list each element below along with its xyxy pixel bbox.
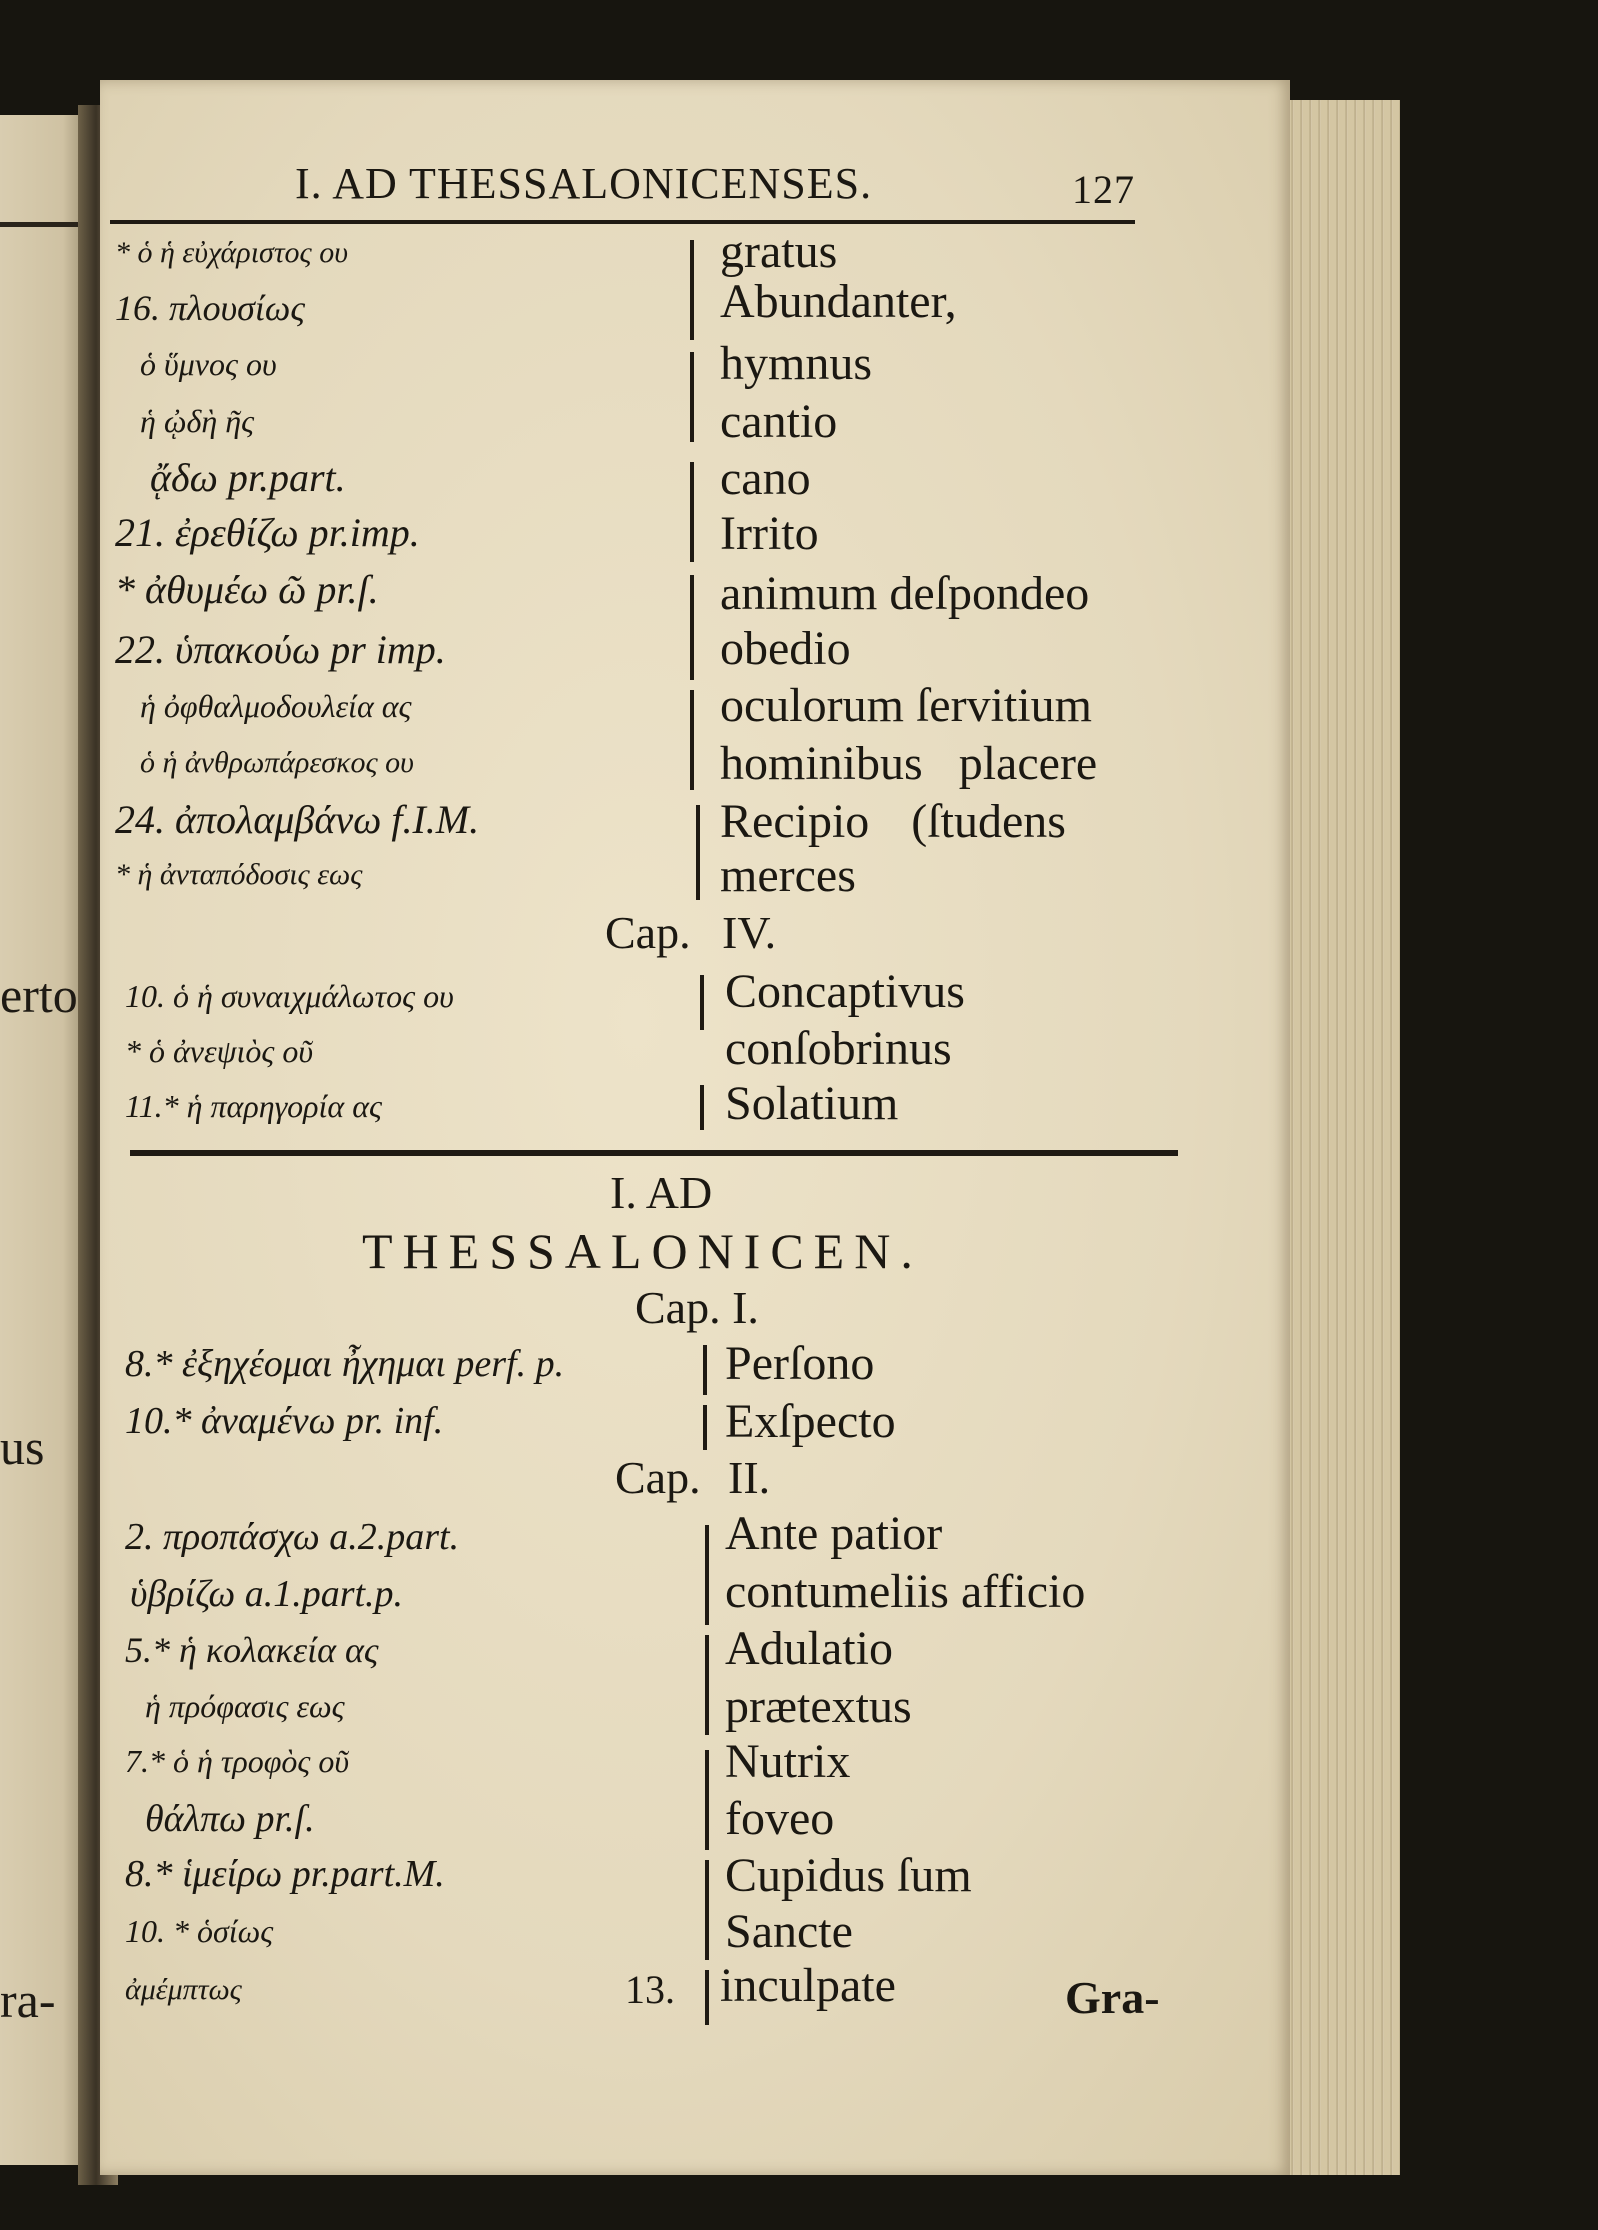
greek-term: * ὁ ἀνεψιὸς οῦ (125, 1033, 314, 1069)
column-divider (700, 1085, 704, 1130)
greek-term: 8.* ἐξηχέομαι ἦχημαι perf. p. (125, 1343, 565, 1385)
latin-gloss: obedio (720, 622, 851, 675)
latin-gloss: Nutrix (725, 1735, 851, 1788)
greek-term: ἡ ᾠδὴ ῆς (140, 403, 255, 439)
greek-term: θάλπω pr.ſ. (145, 1798, 315, 1840)
greek-term: 7.* ὁ ἡ τροφὸς οῦ (125, 1743, 350, 1779)
greek-term: 10. * ὁσίως (125, 1913, 274, 1949)
greek-term: 10.* ἀναμένω pr. inf. (125, 1400, 444, 1442)
greek-term: ἀμέμπτως (125, 1973, 242, 2006)
latin-gloss: merces (720, 849, 856, 902)
column-divider (705, 1860, 709, 1960)
header-rule (110, 220, 1135, 224)
running-head-title: I. AD THESSALONICENSES. (295, 159, 873, 208)
greek-term: ὑβρίζω a.1.part.p. (130, 1573, 404, 1615)
column-divider (705, 1525, 709, 1625)
chapter-label: Cap. (605, 907, 691, 958)
latin-gloss: gratus (720, 225, 838, 278)
latin-gloss: Recipio (ſtudens (720, 795, 1066, 848)
column-divider (703, 1345, 707, 1395)
latin-gloss: hymnus (720, 337, 873, 390)
latin-gloss: animum deſpondeo (720, 567, 1090, 620)
left-page-fragment: ra- (0, 1972, 56, 2028)
greek-term: 22. ὑπακούω pr imp. (115, 627, 446, 672)
latin-gloss: Irrito (720, 507, 819, 560)
greek-term: 21. ἐρεθίζω pr.imp. (115, 510, 420, 555)
latin-gloss: cano (720, 452, 811, 505)
column-divider (705, 1970, 709, 2025)
column-divider (705, 1750, 709, 1850)
greek-term: 16. πλουσίως (115, 288, 305, 328)
left-facing-page (0, 115, 90, 2165)
latin-gloss: hominibus placere (720, 737, 1098, 790)
latin-gloss: inculpate (720, 1959, 896, 2012)
book-title-line2: THESSALONICEN. (362, 1223, 923, 1279)
latin-gloss: Cupidus ſum (725, 1849, 972, 1902)
column-divider (705, 1635, 709, 1735)
latin-gloss: oculorum ſervitium (720, 679, 1092, 732)
column-divider (690, 352, 694, 442)
greek-term: * ἡ ἀνταπόδοσις εως (115, 858, 363, 891)
greek-term: 11.* ἡ παρηγορία ας (125, 1088, 382, 1124)
chapter-label: Cap. (615, 1452, 701, 1503)
left-page-fragment: erto (0, 967, 78, 1023)
latin-gloss: Perſono (725, 1337, 875, 1390)
latin-gloss: Adulatio (725, 1622, 893, 1675)
greek-term: 5.* ἡ κολακεία ας (125, 1630, 379, 1670)
column-divider (703, 1405, 707, 1450)
column-divider (696, 805, 700, 900)
latin-gloss: prætextus (725, 1680, 912, 1733)
page-number: 127 (1072, 167, 1135, 212)
chapter-label: Cap. I. (635, 1282, 759, 1333)
latin-gloss: conſobrinus (725, 1022, 952, 1075)
column-divider (690, 240, 694, 340)
greek-term: 2. προπάσχω a.2.part. (125, 1516, 460, 1558)
left-page-rule (0, 222, 78, 227)
latin-gloss: foveo (725, 1792, 835, 1845)
greek-term: ᾄδω pr.part. (150, 455, 346, 500)
column-divider (690, 575, 694, 680)
left-page-fragment: us (0, 1419, 45, 1475)
chapter-number: IV. (722, 907, 777, 958)
column-divider (690, 462, 694, 562)
latin-gloss: cantio (720, 395, 838, 448)
greek-term: ὁ ἡ ἀνθρωπάρεσκος ου (140, 746, 414, 779)
latin-gloss: Abundanter, (720, 275, 957, 328)
book-title-line1: I. AD (610, 1167, 713, 1218)
column-divider (690, 690, 694, 790)
latin-gloss: Concaptivus (725, 965, 965, 1018)
greek-term: ὁ ὕμνος ου (140, 346, 277, 382)
verse-number: 13. (625, 1967, 675, 2012)
greek-term: * ἀθυμέω ῶ pr.ſ. (115, 567, 379, 612)
latin-gloss: Exſpecto (725, 1395, 896, 1448)
section-rule (130, 1150, 1178, 1156)
greek-term: ἡ πρόφασις εως (145, 1688, 345, 1724)
latin-gloss: Ante patior (725, 1507, 943, 1560)
greek-term: * ὁ ἡ εὐχάριστος ου (115, 236, 348, 269)
background (1400, 70, 1598, 2230)
latin-gloss: contumeliis afficio (725, 1565, 1086, 1618)
latin-gloss: Sancte (725, 1905, 853, 1958)
column-divider (700, 975, 704, 1030)
greek-term: 8.* ἱμείρω pr.part.M. (125, 1853, 445, 1895)
greek-term: 24. ἀπολαμβάνω f.I.M. (115, 797, 480, 842)
greek-term: ἡ ὀφθαλμοδουλεία ας (140, 688, 412, 724)
greek-term: 10. ὁ ἡ συναιχμάλωτος ου (125, 978, 454, 1014)
catchword: Gra- (1065, 1972, 1160, 2023)
latin-gloss: Solatium (725, 1077, 899, 1130)
chapter-number: II. (728, 1452, 771, 1503)
